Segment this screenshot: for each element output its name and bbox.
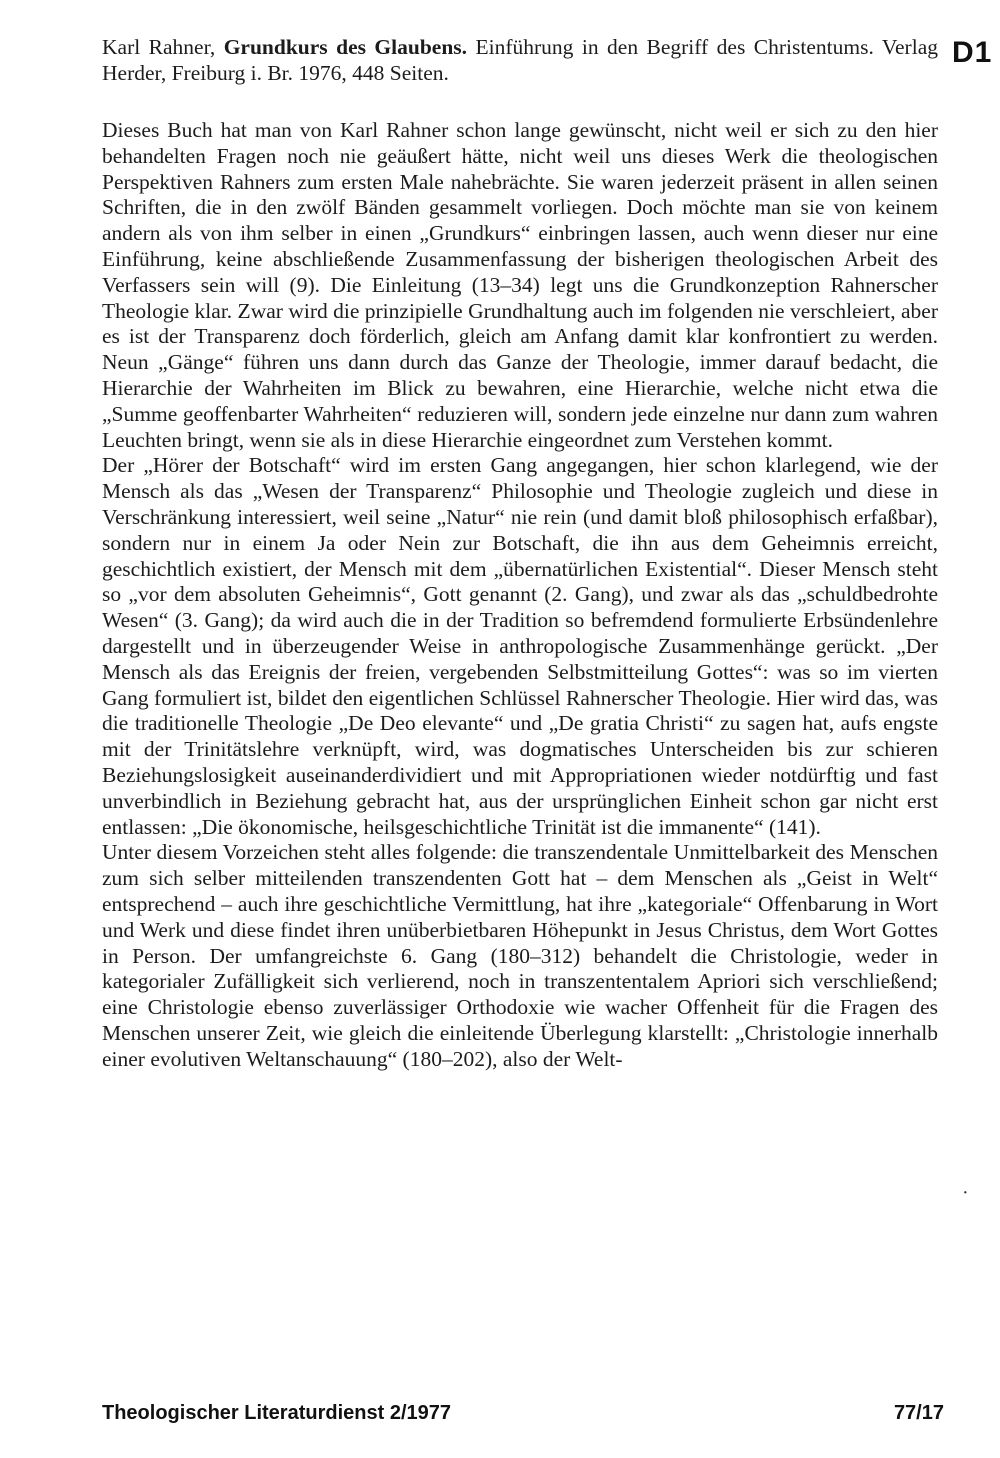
bibliographic-header bbox=[102, 34, 938, 86]
header-title: Grundkurs des Glaubens. bbox=[223, 35, 468, 59]
paragraph-2: Der „Hörer der Botschaft“ wird im ersten Gang angegangen, hier schon klarlegend, wie der Mensch als das „Wesen der Transparenz“ Philosophie und Theologie zugleich und diese in Verschränkung interessiert, weil seine „Natur“ nie rein (und damit bloß philosophisch erfaßbar), sondern nur in einem Ja oder Nein zur Botschaft, die ihn aus dem Geheimnis erreicht, geschichtlich existiert, der Mensch mit dem „übernatürlichen Existential“. Dieser Mensch steht so „vor dem absoluten Geheimnis“, Gott genannt (2. Gang), und zwar als das „schuldbedrohte Wesen“ (3. Gang); da wird auch die in der Tradition so befremdend formulierte Erbsündenlehre dargestellt und in überzeugender Weise in anthropologische Zusammenhänge gerückt. „Der Mensch als das Ereignis der freien, vergebenden Selbstmitteilung Gottes“: was so im vierten Gang formuliert ist, bildet den eigentlichen Schlüssel Rahnerscher Theologie. Hier wird das, was die traditionelle Theologie „De Deo elevante“ und „De gratia Christi“ zu sagen hat, aufs engste mit der Trinitätslehre verknüpft, wird, was dogmatisches Unterscheiden bis zur schieren Beziehungslosigkeit auseinanderdividiert und mit Appropriationen wieder notdürftig und fast unverbindlich in Beziehung gebracht hat, aus der ursprünglichen Einheit schon gar nicht erst entlassen: „Die ökonomische, heilsgeschichtliche Trinität ist die immanente“ (141). bbox=[102, 453, 938, 839]
paragraph-3: Unter diesem Vorzeichen steht alles folgende: die transzendentale Unmittelbarkeit des Menschen zum sich selber mitteilenden transzendenten Gott hat – dem Menschen als „Geist in Welt“ entsprechend – auch ihre geschichtliche Vermittlung, hat ihre „kategoriale“ Offenbarung in Wort und Werk und diese findet ihren unüberbietbaren Höhepunkt in Jesus Christus, dem Wort Gottes in Person. Der umfangreichste 6. Gang (180–312) behandelt die Christologie, weder in kategorialer Zufälligkeit sich verlierend, noch in transzententalem Apriori sich verschließend; eine Christologie ebenso zuverlässiger Orthodoxie wie wacher Offenheit für die Fragen des Menschen unserer Zeit, wie gleich die einleitende Überlegung klarstellt: „Christologie innerhalb einer evolutiven Weltanschauung“ (180–202), also der Welt- bbox=[102, 840, 938, 1071]
footer-page-number: 77/17 bbox=[893, 1402, 944, 1424]
paragraph-1: Dieses Buch hat man von Karl Rahner schon lange gewünscht, nicht weil er sich zu den hier behandelten Fragen noch nie geäußert hätte, nicht weil uns dieses Werk die theologischen Perspektiven Rahners zum ersten Male nahebrächte. Sie waren jederzeit präsent in allen seinen Schriften, die in den zwölf Bänden gesammelt vorliegen. Doch möchte man sie von keinem andern als von ihm selber in einen „Grundkurs“ einbringen lassen, auch wenn dieser nur eine Einführung, keine abschließende Zusammenfassung der bisherigen theologischen Arbeit des Verfassers sein will (9). Die Einleitung (13–34) legt uns die Grundkonzeption Rahnerscher Theologie klar. Zwar wird die prinzipielle Grundhaltung auch im folgenden nie verschleiert, aber es ist der Transparenz doch förderlich, gleich am Anfang damit klar konfrontiert zu werden. Neun „Gänge“ führen uns dann durch das Ganze der Theologie, immer darauf bedacht, die Hierarchie der Wahrheiten im Blick zu bewahren, eine Hierarchie, welche nicht etwa die „Summe geoffenbarter Wahrheiten“ reduzieren will, sondern jede einzelne nur dann zum wahren Leuchten bringt, wenn sie als in diese Hierarchie eingeordnet zum Verstehen kommt. bbox=[102, 118, 938, 452]
header-details: Einführung in den Begriff des Christentums. Verlag Herder, Freiburg i. Br. 1976, 448 Seiten. bbox=[102, 35, 938, 85]
review-body bbox=[102, 118, 938, 1072]
header-author: Karl Rahner, bbox=[102, 35, 216, 59]
corner-mark: D1 bbox=[952, 36, 993, 69]
footer-journal: Theologischer Literaturdienst 2/1977 bbox=[102, 1402, 451, 1424]
margin-dot: · bbox=[962, 1182, 969, 1204]
page-footer bbox=[102, 1402, 944, 1425]
